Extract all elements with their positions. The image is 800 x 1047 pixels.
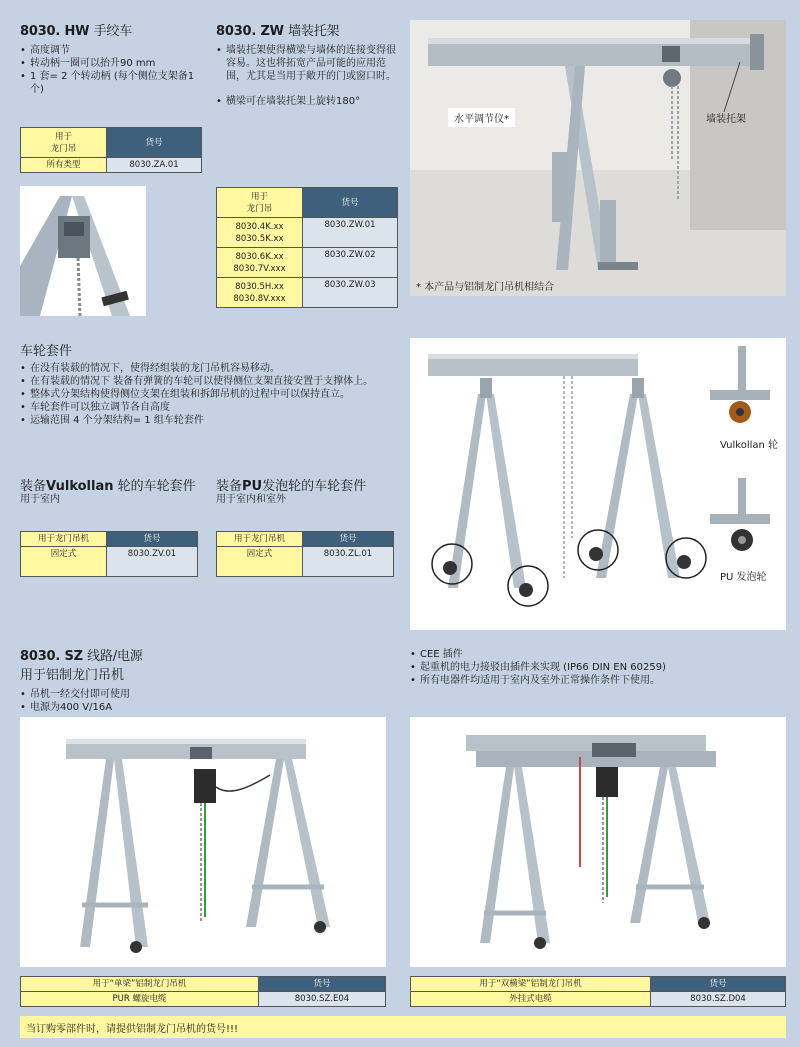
pu-table: [216, 531, 394, 577]
hw-title: 8030. HW 手绞车: [20, 24, 132, 39]
table-cell: 外挂式电缆: [411, 992, 651, 1007]
zw-title: 8030. ZW 墙装托架: [216, 24, 340, 39]
list-item: • 在没有装载的情况下，使得经组装的龙门吊机容易移动。: [20, 362, 396, 375]
image-label-vulkollan: Vulkollan 轮: [720, 440, 779, 451]
single-beam-crane-image: [20, 717, 386, 967]
table-header: 货号: [259, 977, 386, 992]
table-cell: 固定式: [21, 547, 107, 577]
table-cell: 8030.ZA.01: [107, 158, 202, 173]
image-label-level: 水平调节仪*: [448, 108, 515, 127]
table-cell: 固定式: [217, 547, 303, 577]
table-header: 货号: [107, 532, 198, 547]
list-item: • 吊机一经交付即可使用: [20, 688, 390, 701]
list-item: • 车轮套件可以独立调节各自高度: [20, 401, 396, 414]
table-cell: 8030.6K.xx 8030.7V.xxx: [217, 248, 303, 278]
hand-winch-image: [20, 186, 146, 316]
list-item: • 运输范围 4 个分架结构= 1 组车轮套件: [20, 414, 396, 427]
table-cell: PUR 螺旋电缆: [21, 992, 259, 1007]
table-cell: 8030.ZW.03: [303, 278, 398, 308]
image-label-pu: PU 发泡轮: [720, 572, 767, 583]
table-header: 货号: [107, 128, 202, 158]
sz-bullets-right: [410, 648, 786, 687]
vulkollan-title: 装备Vulkollan 轮的车轮套件: [20, 479, 196, 494]
sz-table-right: [410, 976, 786, 1007]
image-note: * 本产品与铝制龙门吊机相结合: [416, 282, 555, 293]
list-item: • 1 套= 2 个转动柄 (每个侧位支架备1个): [20, 70, 200, 96]
wall-bracket-image: [410, 20, 786, 296]
table-cell: 8030.ZW.02: [303, 248, 398, 278]
table-cell: 8030.5H.xx 8030.8V.xxx: [217, 278, 303, 308]
table-cell: 8030.4K.xx 8030.5K.xx: [217, 218, 303, 248]
table-cell: 8030.SZ.D04: [651, 992, 786, 1007]
sz-title: 8030. SZ 线路/电源: [20, 649, 143, 664]
pu-title: 装备PU发泡轮的车轮套件: [216, 479, 367, 494]
sz-table-left: [20, 976, 386, 1007]
table-cell: 8030.ZV.01: [107, 547, 198, 577]
sz-subtitle: 用于铝制龙门吊机: [20, 668, 125, 683]
list-item: • 高度调节: [20, 44, 200, 57]
list-item: • 电源为400 V/16A: [20, 701, 390, 714]
wheels-bullets: [20, 362, 396, 427]
zw-bullets: [216, 44, 400, 108]
table-cell: 所有类型: [21, 158, 107, 173]
list-item: • 在有装载的情况下 装备有弹簧的车轮可以使得侧位支架直接安置于支撑体上。: [20, 375, 396, 388]
table-cell: 8030.ZW.01: [303, 218, 398, 248]
table-header: 货号: [303, 532, 394, 547]
pu-subtitle: 用于室内和室外: [216, 494, 286, 505]
table-header: 用于 龙门吊: [217, 188, 303, 218]
vulkollan-subtitle: 用于室内: [20, 494, 60, 505]
table-header: 用于“单梁”铝制龙门吊机: [21, 977, 259, 992]
list-item: • 整体式分架结构使得侧位支架在组装和拆卸吊机的过程中可以保持直立。: [20, 388, 396, 401]
table-header: 用于 龙门吊: [21, 128, 107, 158]
list-item: • CEE 插件: [410, 648, 786, 661]
table-cell: 8030.SZ.E04: [259, 992, 386, 1007]
list-item: • 转动柄一圈可以抬升90 mm: [20, 57, 200, 70]
hw-bullets: [20, 44, 200, 96]
double-beam-crane-image: [410, 717, 786, 967]
table-header: 用于龙门吊机: [21, 532, 107, 547]
table-header: 用于“双横梁”铝制龙门吊机: [411, 977, 651, 992]
vulkollan-table: [20, 531, 198, 577]
list-item: • 所有电器件均适用于室内及室外正常操作条件下使用。: [410, 674, 786, 687]
zw-table: [216, 187, 398, 308]
table-header: 货号: [303, 188, 398, 218]
table-header: 货号: [651, 977, 786, 992]
list-item: • 起重机的电力接驳由插件来实现 (IP66 DIN EN 60259): [410, 661, 786, 674]
list-item: • 墙装托架使得横梁与墙体的连接变得很容易。这也将拓宽产品可能的应用范围，尤其是当用于敞开的门或窗口时。: [216, 44, 400, 83]
footer-note: 当订购零部件时，请提供铝制龙门吊机的货号!!!: [20, 1016, 786, 1038]
wheels-title: 车轮套件: [20, 344, 73, 359]
wheel-kit-image: [410, 338, 786, 630]
list-item: • 横梁可在墙装托架上旋转180°: [216, 95, 400, 108]
image-label-bracket: 墙装托架: [706, 114, 746, 125]
table-cell: 8030.ZL.01: [303, 547, 394, 577]
sz-bullets-left: [20, 688, 390, 714]
hw-table: [20, 127, 202, 173]
table-header: 用于龙门吊机: [217, 532, 303, 547]
